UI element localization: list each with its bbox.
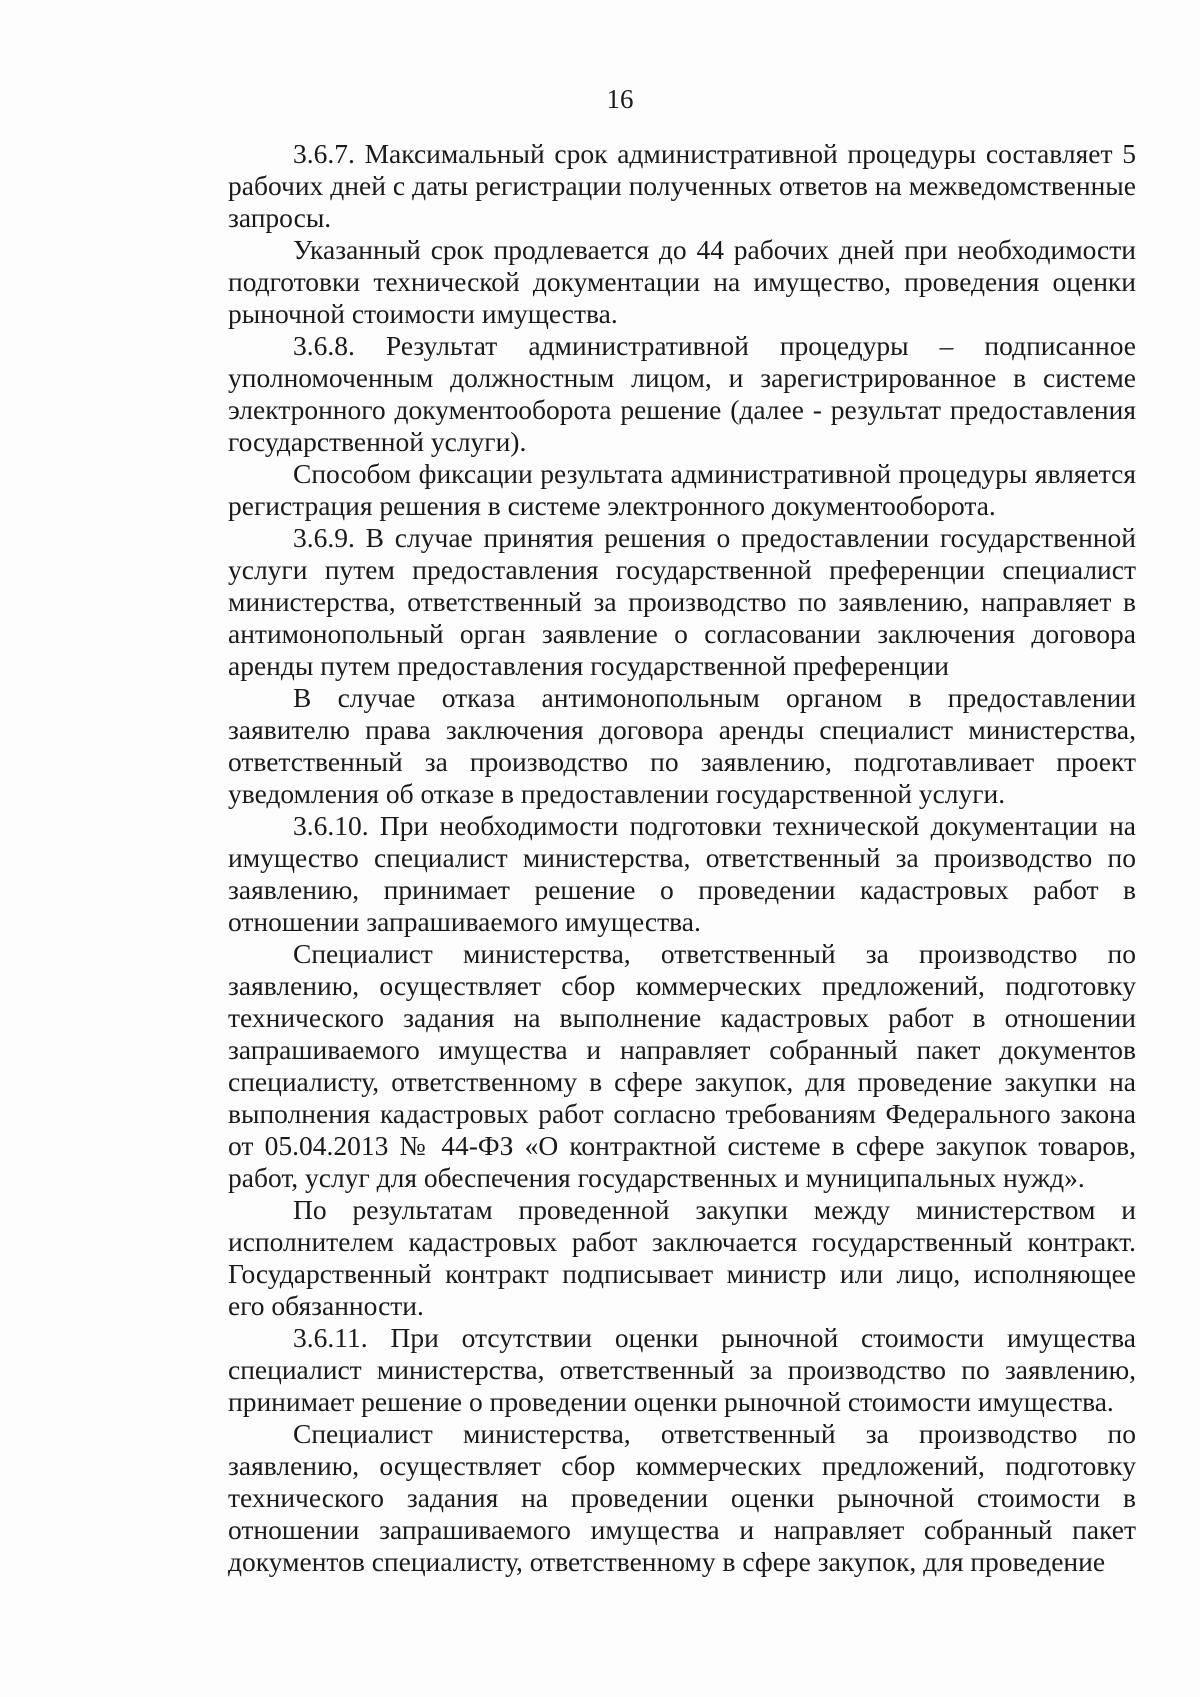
paragraph-state-contract: По результатам проведенной закупки между министерством и исполнителем кадастровых работ заключается государственный контракт. Государственный контракт подписывает министр или лицо, исполняющее его обязанности. [228, 1194, 1136, 1321]
paragraph-3-6-8: 3.6.8. Результат административной процедуры – подписанное уполномоченным должностным лицом, и зарегистрированное в системе электронного документооборота решение (далее - результат предоставления государственной услуги). [228, 330, 1136, 457]
paragraph-3-6-10: 3.6.10. При необходимости подготовки технической документации на имущество специалист министерства, ответственный за производство по заявлению, принимает решение о проведении кадастровых работ в отношении запрашиваемого имущества. [228, 810, 1136, 937]
paragraph-fixation-method: Способом фиксации результата административной процедуры является регистрация решения в системе электронного документооборота. [228, 458, 1136, 521]
document-body [228, 138, 1136, 1578]
paragraph-3-6-9: 3.6.9. В случае принятия решения о предоставлении государственной услуги путем предоставления государственной преференции специалист министерства, ответственный за производство по заявлению, направляет в антимонопольный орган заявление о согласовании заключения договора аренды путем предоставления государственной преференции [228, 522, 1136, 681]
paragraph-antimonopoly-refusal: В случае отказа антимонопольным органом в предоставлении заявителю права заключения договора аренды специалист министерства, ответственный за производство по заявлению, подготавливает проект уведомления об отказе в предоставлении государственной услуги. [228, 682, 1136, 809]
page-number: 16 [606, 84, 634, 114]
paragraph-3-6-11: 3.6.11. При отсутствии оценки рыночной стоимости имущества специалист министерства, ответственный за производство по заявлению, принимает решение о проведении оценки рыночной стоимости имущества. [228, 1322, 1136, 1417]
paragraph-3-6-7: 3.6.7. Максимальный срок административной процедуры составляет 5 рабочих дней с даты регистрации полученных ответов на межведомственные запросы. [228, 138, 1136, 233]
paragraph-valuation-procurement: Специалист министерства, ответственный за производство по заявлению, осуществляет сбор коммерческих предложений, подготовку технического задания на проведении оценки рыночной стоимости в отношении запрашиваемого имущества и направляет собранный пакет документов специалисту, ответственному в сфере закупок, для проведение [228, 1418, 1136, 1577]
paragraph-term-extension: Указанный срок продлевается до 44 рабочих дней при необходимости подготовки технической документации на имущество, проведения оценки рыночной стоимости имущества. [228, 234, 1136, 329]
paragraph-cadastral-procurement: Специалист министерства, ответственный за производство по заявлению, осуществляет сбор коммерческих предложений, подготовку технического задания на выполнение кадастровых работ в отношении запрашиваемого имущества и направляет собранный пакет документов специалисту, ответственному в сфере закупок, для проведение закупки на выполнения кадастровых работ согласно требованиям Федерального закона от 05.04.2013 № 44-ФЗ «О контрактной системе в сфере закупок товаров, работ, услуг для обеспечения государственных и муниципальных нужд». [228, 938, 1136, 1193]
